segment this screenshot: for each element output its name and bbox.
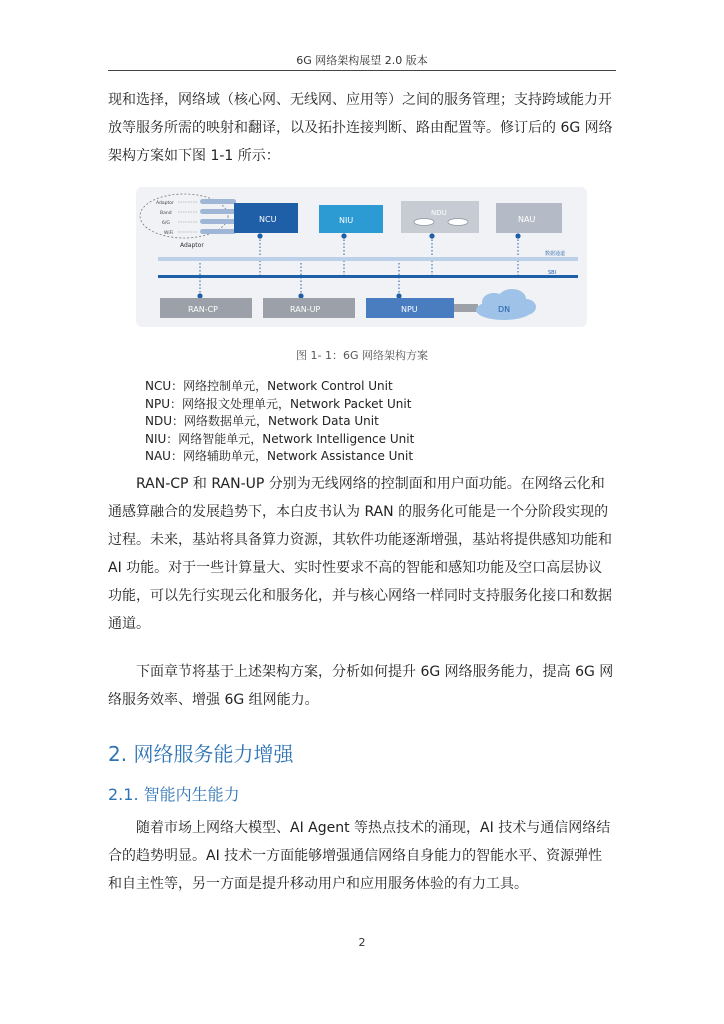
adaptor-item-2: 6/G bbox=[162, 221, 170, 226]
abbreviation-item: NDU：网络数据单元，Network Data Unit bbox=[145, 414, 379, 428]
adaptor-item-1: Band bbox=[160, 211, 172, 216]
dn-label: DN bbox=[498, 305, 511, 314]
niu-label: NIU bbox=[339, 216, 354, 225]
figure-caption: 图 1- 1：6G 网络架构方案 bbox=[296, 349, 428, 362]
ncu-label: NCU bbox=[259, 215, 277, 224]
ndu-disk-0 bbox=[414, 219, 434, 226]
abbreviation-item: NIU：网络智能单元，Network Intelligence Unit bbox=[145, 431, 415, 446]
body-paragraph: 下面章节将基于上述架构方案，分析如何提升 6G 网络服务能力，提高 6G 网络服务效率、增强 6G 组网能力。 bbox=[108, 664, 614, 708]
nau-label: NAU bbox=[518, 215, 536, 224]
npu-dn-connector bbox=[454, 304, 478, 312]
ran-up-label: RAN-UP bbox=[290, 305, 321, 314]
npu-dot bbox=[396, 293, 401, 298]
sbi-label: SBI bbox=[548, 270, 557, 276]
npu-label: NPU bbox=[401, 305, 418, 314]
abbreviation-item: NCU：网络控制单元，Network Control Unit bbox=[145, 379, 393, 393]
section-heading: 2. 网络服务能力增强 bbox=[108, 742, 294, 766]
abbreviation-item: NPU：网络报文处理单元，Network Packet Unit bbox=[145, 396, 412, 411]
ran-up-dot bbox=[298, 293, 303, 298]
ran-cp-label: RAN-CP bbox=[188, 305, 218, 314]
adaptor-bar-3 bbox=[200, 229, 236, 234]
ndu-box bbox=[401, 201, 479, 233]
ndu-disk-1 bbox=[448, 219, 468, 226]
data-channel-bus bbox=[158, 257, 578, 261]
adaptor-bar-1 bbox=[200, 209, 236, 214]
abbreviation-item: NAU：网络辅助单元，Network Assistance Unit bbox=[145, 449, 414, 463]
body-paragraph: 随着市场上网络大模型、AI Agent 等热点技术的涌现，AI 技术与通信网络结合的趋势明显。AI 技术一方面能够增强通信网络自身能力的智能水平、资源弹性和自主性等，另一方面是提升移动用户和应用服务体验的有力工具。 bbox=[108, 820, 611, 892]
subsection-heading: 2.1. 智能内生能力 bbox=[108, 785, 240, 804]
adaptor-label: Adaptor bbox=[180, 242, 204, 249]
architecture-diagram bbox=[136, 187, 587, 327]
abbreviation-list bbox=[145, 378, 414, 466]
intro-paragraph: 现和选择，网络域（核心网、无线网、应用等）之间的服务管理；支持跨域能力开放等服务所需的映射和翻译，以及拓扑连接判断、路由配置等。修订后的 6G 网络架构方案如下图 1-1 所示： bbox=[108, 92, 613, 164]
adaptor-bar-2 bbox=[200, 219, 236, 224]
page-number: 2 bbox=[358, 936, 366, 949]
body-paragraph: RAN-CP 和 RAN-UP 分别为无线网络的控制面和用户面功能。在网络云化和通感算融合的发展趋势下，本白皮书认为 RAN 的服务化可能是一个分阶段实现的过程。未来，基站将具备算力资源，其软件功能逐渐增强，基站将提供感知功能和 AI 功能。对于一些计算量大、实时性要求不高的智能和感知功能及空口高层协议功能，可以先行实现云化和服务化，并与核心网络一样同时支持服务化接口和数据通道。 bbox=[108, 476, 612, 632]
page-header: 6G 网络架构展望 2.0 版本 bbox=[296, 54, 428, 67]
ndu-label: NDU bbox=[431, 209, 447, 217]
header-rule bbox=[108, 70, 616, 71]
adaptor-item-3: WiFi bbox=[164, 231, 174, 236]
ran-cp-dot bbox=[197, 293, 202, 298]
sbi-bus bbox=[158, 275, 578, 278]
adaptor-bar-0 bbox=[200, 199, 236, 204]
adaptor-item-0: Adaptor bbox=[156, 201, 174, 206]
data-channel-label: 数据通道 bbox=[545, 251, 566, 257]
